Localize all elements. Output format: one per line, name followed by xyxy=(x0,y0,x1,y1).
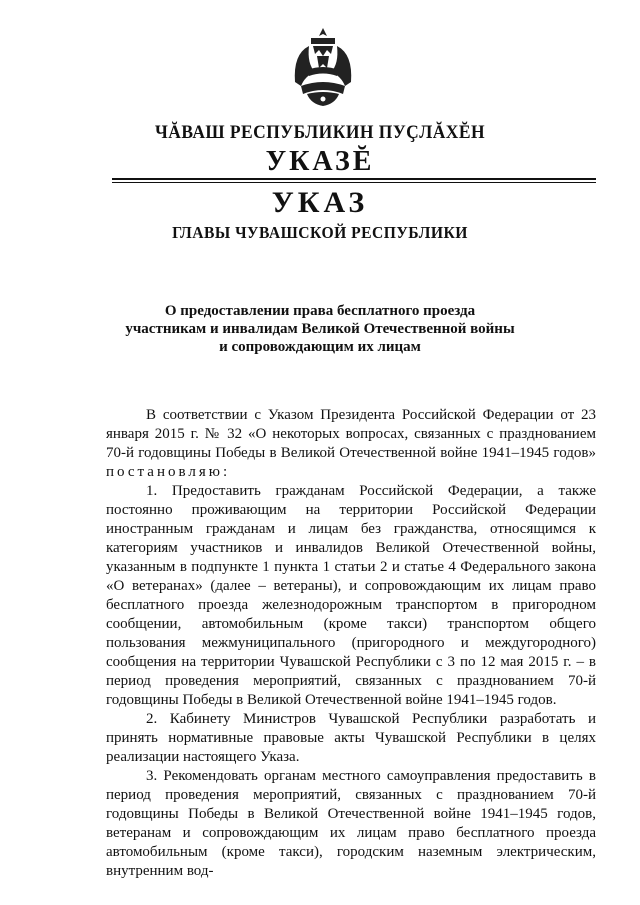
paragraph-2: 2. Кабинету Министров Чувашской Республики разработать и принять нормативные правовые акты Чувашской Республики в целях реализации настоящего Указа. xyxy=(106,711,596,765)
head-of-republic-line: ГЛАВЫ ЧУВАШСКОЙ РЕСПУБЛИКИ xyxy=(172,223,468,242)
chuvash-title-line: ЧĂВАШ РЕСПУБЛИКИН ПУҪЛĂХĔН xyxy=(154,122,486,143)
decree-body xyxy=(106,406,596,881)
header-divider-thick xyxy=(112,178,596,180)
decree-heading-line-1: О предоставлении права бесплатного проезда xyxy=(164,303,476,319)
header-divider-thin xyxy=(112,182,596,183)
preamble-text: В соответствии с Указом Президента Российской Федерации от 23 января 2015 г. № 32 «О некоторых вопросах, связанных с празднованием 70-й годовщины Победы в Великой Отечественной войне 1941–1945 годов» xyxy=(106,407,596,461)
resolve-verb: постановляю: xyxy=(106,464,231,480)
paragraph-3: 3. Рекомендовать органам местного самоуправления предоставить в период проведения мероприятий, связанных с празднованием 70-й годовщины Победы в Великой Отечественной войне 1941–1945 годов, ветеранам и сопровождающим их лицам право бесплатного проезда автомобильным (кроме такси), городским наземным электрическим, внутренним вод- xyxy=(106,768,596,879)
decree-heading xyxy=(0,302,640,356)
decree-heading-line-3: и сопровождающим их лицам xyxy=(219,339,421,355)
preamble-paragraph xyxy=(106,406,596,482)
chuvash-coat-of-arms-emblem xyxy=(287,24,359,110)
paragraph-1: 1. Предоставить гражданам Российской Федерации, а также постоянно проживающим на территории Российской Федерации иностранным гражданам и лицам без гражданства, относящимся к категориям участников и инвалидов Великой Отечественной войны, указанным в подпункте 1 пункта 1 статьи 2 и статье 4 Федерального закона «О ветеранах» (далее – ветераны), и сопровождающим их лицам право бесплатного проезда железнодорожным транспортом в пригородном сообщении, автомобильным (кроме такси) транспортом общего пользования межмуниципального (пригородного и междугородного) сообщения на территории Чувашской Республики с 3 по 12 мая 2015 г. – в период проведения мероприятий, связанных с празднованием 70-й годовщины Победы в Великой Отечественной войне 1941–1945 годов. xyxy=(106,483,596,708)
decree-heading-line-2: участникам и инвалидам Великой Отечественной войны xyxy=(125,321,515,337)
decree-word: УКАЗ xyxy=(271,186,369,219)
chuvash-decree-word: УКАЗĔ xyxy=(265,146,375,177)
